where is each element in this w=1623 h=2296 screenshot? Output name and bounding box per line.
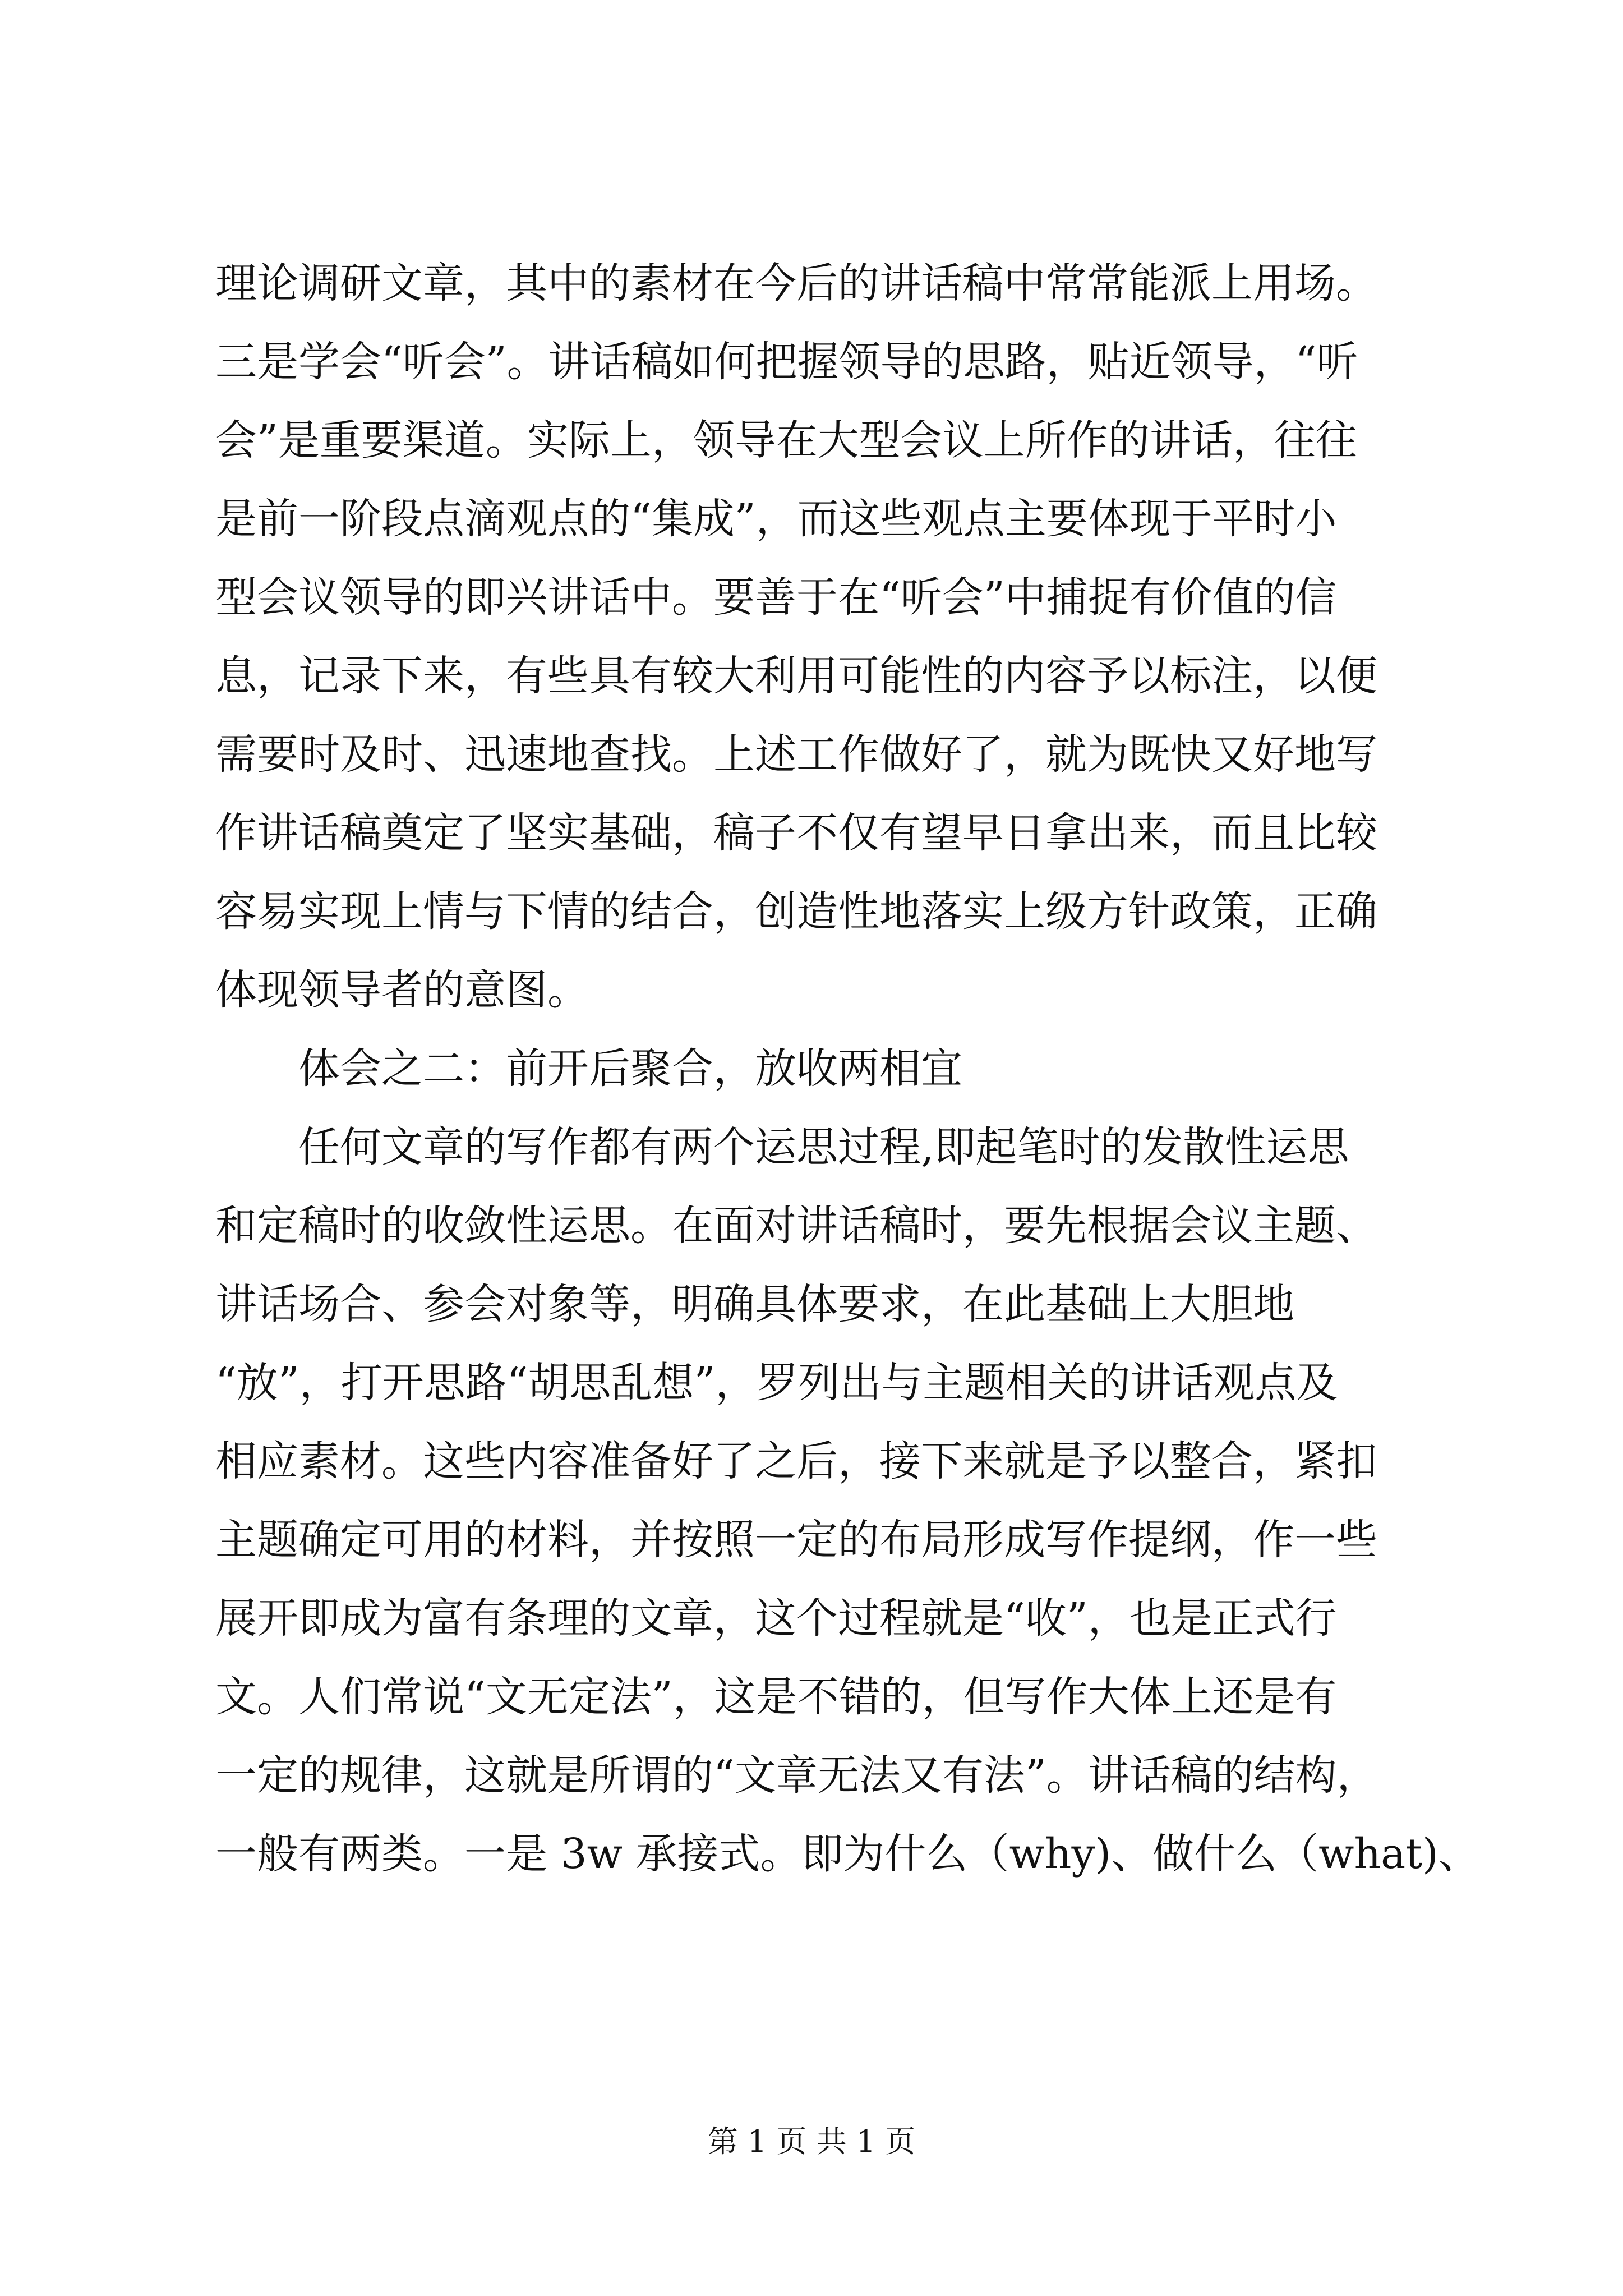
text-line: 一定的规律，这就是所谓的“文章无法又有法”。讲话稿的结构， bbox=[215, 1751, 1378, 1800]
text-line: 展开即成为富有条理的文章，这个过程就是“收”，也是正式行 bbox=[215, 1594, 1337, 1642]
text-line: 任何文章的写作都有两个运思过程,即起笔时的发散性运思 bbox=[298, 1123, 1349, 1171]
text-line: 息，记录下来，有些具有较大利用可能性的内容予以标注，以便 bbox=[215, 652, 1377, 700]
text-line: 和定稿时的收敛性运思。在面对讲话稿时，要先根据会议主题、 bbox=[215, 1202, 1377, 1250]
text-line: 作讲话稿奠定了坚实基础，稿子不仅有望早日拿出来，而且比较 bbox=[215, 809, 1377, 857]
text-line: 是前一阶段点滴观点的“集成”，而这些观点主要体现于平时小 bbox=[215, 495, 1337, 543]
text-line: “放”，打开思路“胡思乱想”，罗列出与主题相关的讲话观点及 bbox=[215, 1359, 1338, 1407]
text-line: 容易实现上情与下情的结合，创造性地落实上级方针政策，正确 bbox=[215, 887, 1377, 936]
text-line: 文。人们常说“文无定法”，这是不错的，但写作大体上还是有 bbox=[215, 1673, 1337, 1721]
text-line: 体现领导者的意图。 bbox=[215, 966, 589, 1014]
section-heading: 体会之二：前开后聚合，放收两相宜 bbox=[298, 1045, 962, 1093]
text-line: 理论调研文章，其中的素材在今后的讲话稿中常常能派上用场。 bbox=[215, 259, 1377, 307]
text-line: 主题确定可用的材料，并按照一定的布局形成写作提纲，作一些 bbox=[215, 1516, 1377, 1564]
text-line: 会”是重要渠道。实际上，领导在大型会议上所作的讲话，往往 bbox=[215, 416, 1357, 464]
text-line: 型会议领导的即兴讲话中。要善于在“听会”中捕捉有价值的信 bbox=[215, 573, 1337, 622]
text-line: 需要时及时、迅速地查找。上述工作做好了，就为既快又好地写 bbox=[215, 730, 1377, 779]
text-line: 相应素材。这些内容准备好了之后，接下来就是予以整合，紧扣 bbox=[215, 1437, 1377, 1485]
text-line: 一般有两类。一是 3w 承接式。即为什么（why)、做什么（what)、 bbox=[215, 1830, 1480, 1878]
page-footer: 第 1 页 共 1 页 bbox=[707, 2124, 916, 2159]
text-line: 三是学会“听会”。讲话稿如何把握领导的思路，贴近领导，“听 bbox=[215, 338, 1358, 386]
text-line: 讲话场合、参会对象等，明确具体要求，在此基础上大胆地 bbox=[215, 1280, 1294, 1328]
